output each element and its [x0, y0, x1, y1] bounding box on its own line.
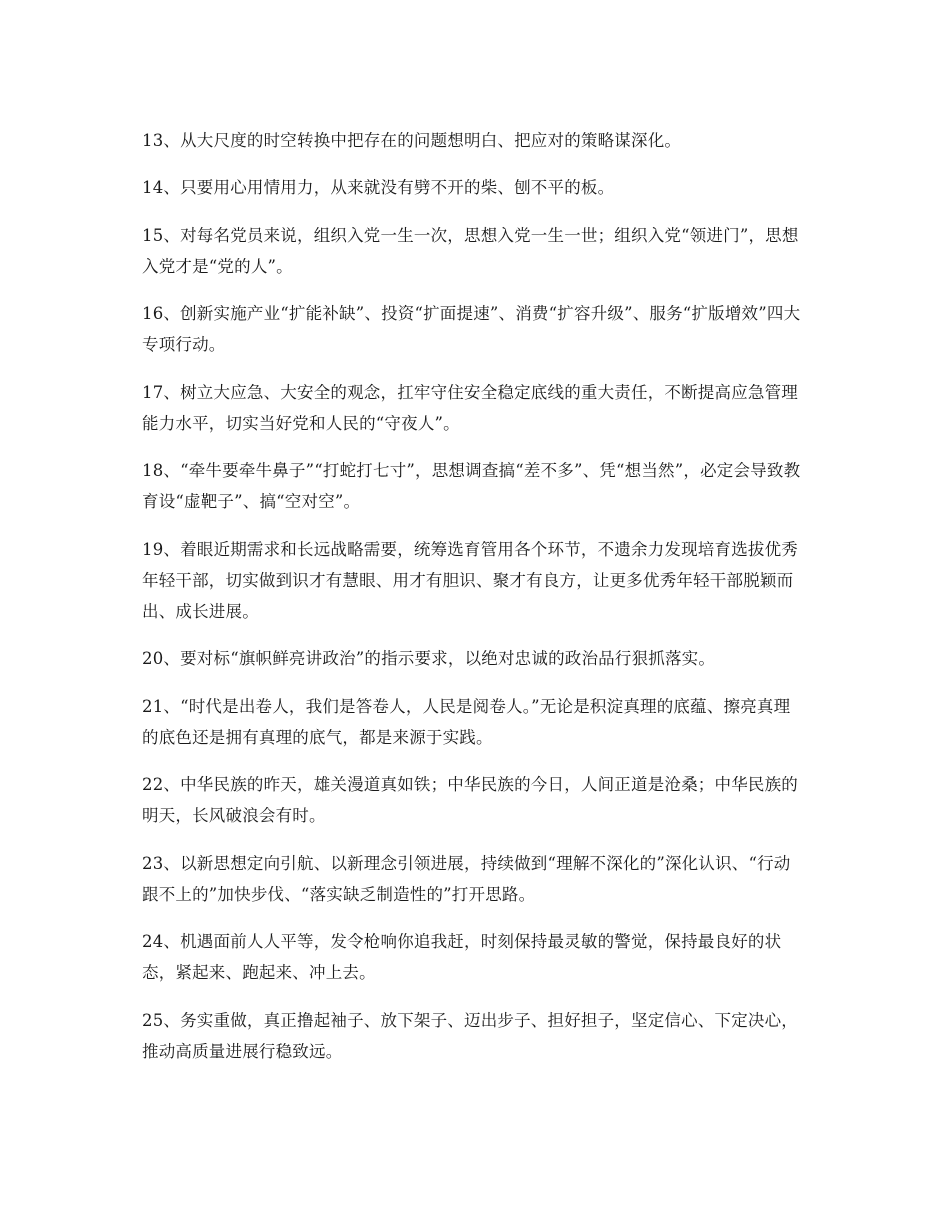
paragraph-16: 16、创新实施产业“扩能补缺”、投资“扩面提速”、消费“扩容升级”、服务“扩版增效”四大专项行动。: [142, 304, 801, 354]
paragraph-17: 17、树立大应急、大安全的观念，扛牢守住安全稳定底线的重大责任，不断提高应急管理能力水平，切实当好党和人民的“守夜人”。: [142, 382, 798, 433]
paragraph-21: 21、“时代是出卷人，我们是答卷人，人民是阅卷人。”无论是积淀真理的底蕴、擦亮真理的底色还是拥有真理的底气，都是来源于实践。: [142, 696, 791, 747]
paragraph-22: 22、中华民族的昨天，雄关漫道真如铁；中华民族的今日，人间正道是沧桑；中华民族的明天，长风破浪会有时。: [142, 775, 798, 825]
paragraph-24: 24、机遇面前人人平等，发令枪响你追我赶，时刻保持最灵敏的警觉，保持最良好的状态，紧起来、跑起来、冲上去。: [142, 932, 782, 982]
paragraph-13: 13、从大尺度的时空转换中把存在的问题想明白、把应对的策略谋深化。: [142, 130, 682, 150]
paragraph-20: 20、要对标“旗帜鲜亮讲政治”的指示要求，以绝对忠诚的政治品行狠抓落实。: [142, 649, 716, 668]
paragraph-19: 19、着眼近期需求和长远战略需要，统筹选育管用各个环节，不遗余力发现培育选拔优秀年轻干部，切实做到识才有慧眼、用才有胆识、聚才有良方，让更多优秀年轻干部脱颖而出、成长进展。: [142, 539, 798, 621]
paragraph-25: 25、务实重做，真正撸起袖子、放下架子、迈出步子、担好担子，坚定信心、下定决心，推动高质量进展行稳致远。: [142, 1010, 798, 1061]
paragraph-23: 23、以新思想定向引航、以新理念引领进展，持续做到“理解不深化的”深化认识、“行动跟不上的”加快步伐、“落实缺乏制造性的”打开思路。: [142, 853, 791, 904]
paragraph-18: 18、“牵牛要牵牛鼻子”“打蛇打七寸”，思想调查搞“差不多”、凭“想当然”，必定会导致教育设“虚靶子”、搞“空对空”。: [142, 461, 801, 511]
paragraph-15: 15、对每名党员来说，组织入党一生一次，思想入党一生一世；组织入党“领进门”，思想入党才是“党的人”。: [142, 225, 799, 276]
paragraph-14: 14、只要用心用情用力，从来就没有劈不开的柴、刨不平的板。: [142, 178, 615, 197]
